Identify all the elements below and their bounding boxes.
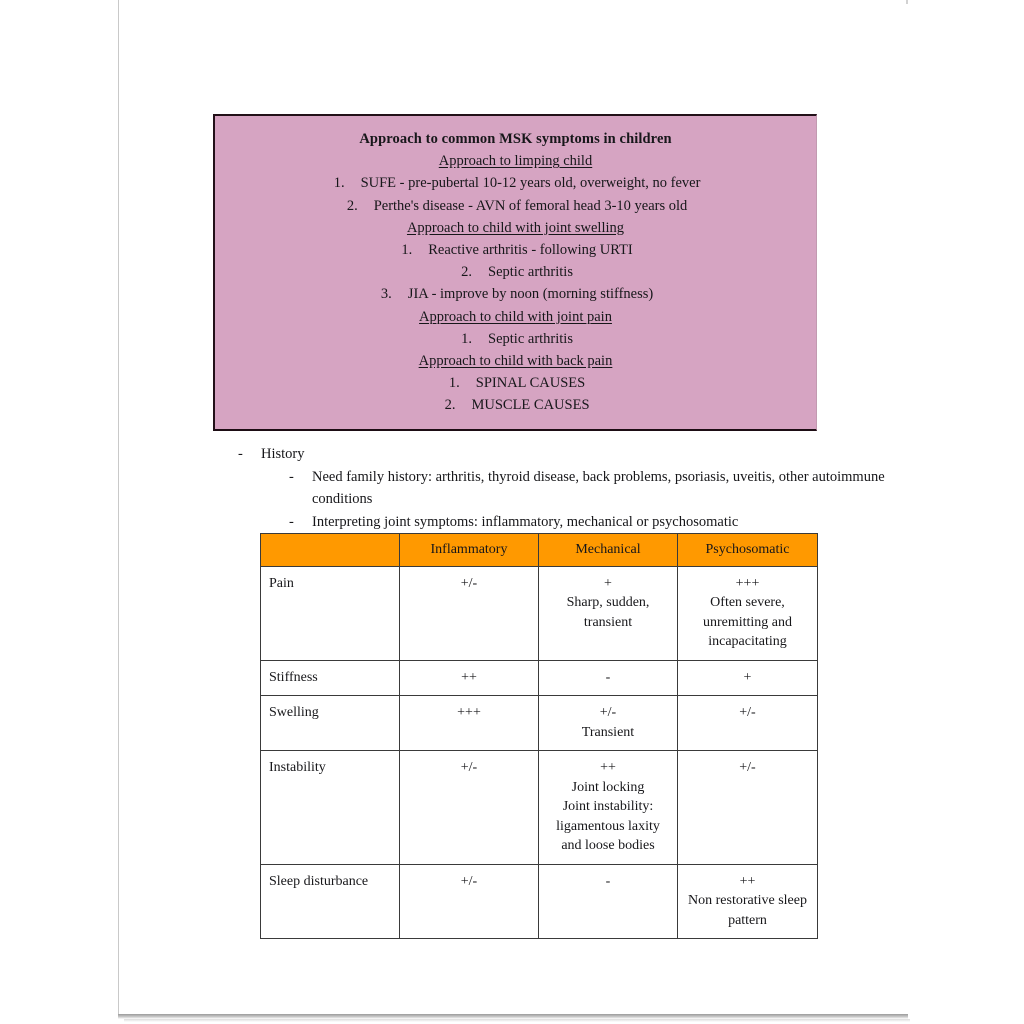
cell-sleep-mechanical: -: [539, 864, 678, 939]
bullet-dash-icon: -: [289, 468, 294, 485]
list-text: SPINAL CAUSES: [475, 375, 586, 392]
cell-stiffness-mechanical: -: [539, 660, 678, 696]
callout-heading-joint-pain: Approach to child with joint pain: [419, 308, 612, 325]
cell-stiffness-psychosomatic: +: [678, 660, 818, 696]
cell-sleep-inflammatory: +/-: [400, 864, 539, 939]
list-number: 3.: [380, 286, 392, 303]
row-label-pain: Pain: [261, 566, 400, 660]
table-header-row: [261, 534, 818, 567]
list-text: Perthe's disease - AVN of femoral head 3-10 years old: [373, 197, 688, 214]
cell-sleep-psychosomatic: ++ Non restorative sleep pattern: [678, 864, 818, 939]
list-number: 2.: [461, 264, 473, 281]
cell-instability-inflammatory: +/-: [400, 751, 539, 865]
bullet-level1-history: [238, 443, 928, 466]
table-header-psychosomatic: Psychosomatic: [678, 534, 818, 567]
callout-list-item: [225, 372, 806, 394]
row-label-sleep-disturbance: Sleep disturbance: [261, 864, 400, 939]
callout-list-item: [225, 283, 806, 305]
callout-heading-joint-swelling: Approach to child with joint swelling: [406, 219, 625, 236]
callout-list-item: [225, 239, 806, 261]
list-text: Septic arthritis: [488, 264, 573, 281]
table-row: [261, 751, 818, 865]
callout-heading-limping-child: Approach to limping child: [438, 153, 593, 170]
bullet-text: Interpreting joint symptoms: inflammatory, mechanical or psychosomatic: [312, 513, 739, 530]
table-row: [261, 864, 818, 939]
cell-swelling-mechanical: +/- Transient: [539, 696, 678, 751]
history-bullet-list: [238, 443, 928, 533]
table-row: [261, 566, 818, 660]
list-number: 2.: [444, 397, 456, 414]
row-label-stiffness: Stiffness: [261, 660, 400, 696]
callout-list-item: [225, 172, 806, 194]
callout-list-item: [225, 394, 806, 416]
cell-stiffness-inflammatory: ++: [400, 660, 539, 696]
cell-instability-psychosomatic: +/-: [678, 751, 818, 865]
callout-title: Approach to common MSK symptoms in children: [359, 131, 672, 147]
msk-summary-callout: [213, 114, 817, 431]
list-number: 1.: [461, 330, 473, 347]
bullet-dash-icon: -: [289, 513, 294, 530]
cell-pain-inflammatory: +/-: [400, 566, 539, 660]
list-number: 1.: [333, 175, 345, 192]
row-label-instability: Instability: [261, 751, 400, 865]
callout-list-item: [225, 195, 806, 217]
bullet-level2-family-history: [289, 466, 928, 511]
callout-list-item: [225, 328, 806, 350]
row-label-swelling: Swelling: [261, 696, 400, 751]
bullet-dash-icon: -: [238, 446, 243, 462]
table-header-mechanical: Mechanical: [539, 534, 678, 567]
table-row: [261, 660, 818, 696]
cell-pain-psychosomatic: +++ Often severe, unremitting and incapacitating: [678, 566, 818, 660]
list-number: 2.: [346, 197, 358, 214]
cell-pain-mechanical: + Sharp, sudden, transient: [539, 566, 678, 660]
table-header-corner: [261, 534, 400, 567]
cell-swelling-psychosomatic: +/-: [678, 696, 818, 751]
joint-symptom-comparison-table: [260, 533, 818, 939]
document-page: [118, 0, 906, 1014]
bullet-level2-interpreting-symptoms: [289, 511, 928, 534]
list-number: 1.: [401, 242, 413, 259]
list-number: 1.: [448, 375, 460, 392]
list-text: JIA - improve by noon (morning stiffness): [407, 286, 654, 303]
table-header-inflammatory: Inflammatory: [400, 534, 539, 567]
list-text: MUSCLE CAUSES: [471, 397, 590, 414]
callout-heading-back-pain: Approach to child with back pain: [418, 353, 613, 370]
page-bottom-shadow-soft: [124, 1019, 910, 1022]
list-text: Septic arthritis: [488, 330, 573, 347]
bullet-text: Need family history: arthritis, thyroid disease, back problems, psoriasis, uveitis, other autoimmune conditions: [312, 468, 885, 507]
cell-swelling-inflammatory: +++: [400, 696, 539, 751]
table-row: [261, 696, 818, 751]
bullet-text: History: [261, 446, 305, 462]
callout-list-item: [225, 261, 806, 283]
cell-instability-mechanical: ++ Joint locking Joint instability: ligamentous laxity and loose bodies: [539, 751, 678, 865]
list-text: SUFE - pre-pubertal 10-12 years old, overweight, no fever: [360, 175, 701, 192]
list-text: Reactive arthritis - following URTI: [428, 242, 633, 259]
